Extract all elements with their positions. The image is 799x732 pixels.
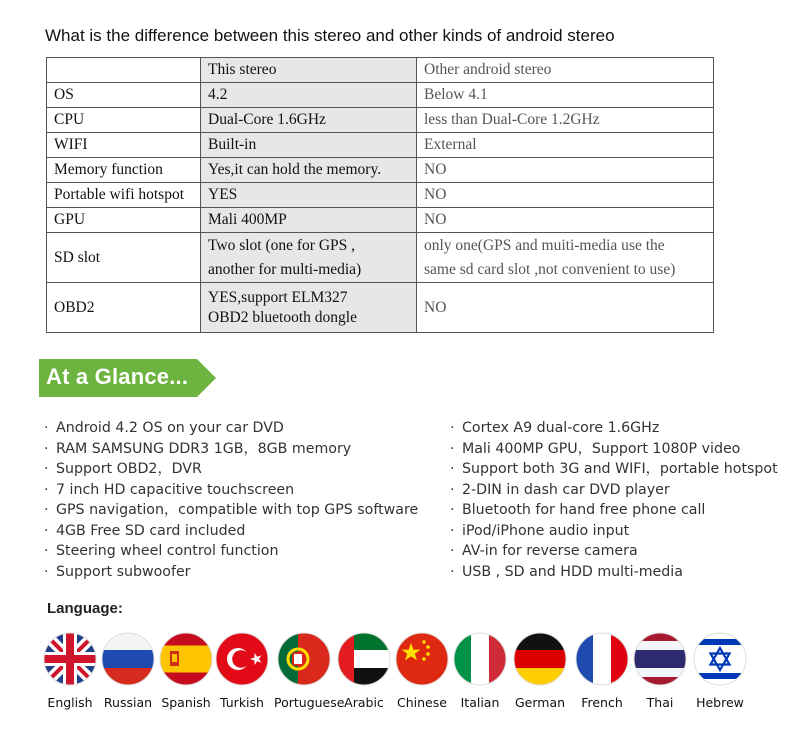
language-label: Spanish <box>161 695 211 710</box>
feature-cell: OBD2 <box>47 283 201 333</box>
language-item-chinese <box>392 632 452 710</box>
feature-text: 2-DIN in dash car DVD player <box>462 481 670 498</box>
other-stereo-cell: NO <box>417 283 714 333</box>
uae-flag-icon <box>337 632 391 686</box>
bullet-glyph: · <box>450 420 455 436</box>
this-stereo-cell: 4.2 <box>201 83 417 108</box>
other-stereo-cell: NO <box>417 158 714 183</box>
this-stereo-cell: Yes,it can hold the memory. <box>201 158 417 183</box>
table-row <box>47 208 714 233</box>
table-row <box>47 108 714 133</box>
language-item-russian <box>98 632 158 710</box>
feature-item <box>450 500 778 521</box>
feature-text: GPS navigation，compatible with top GPS software <box>56 502 419 518</box>
this-stereo-cell: Built-in <box>201 133 417 158</box>
feature-text: Support both 3G and WIFI，portable hotspot <box>462 461 778 477</box>
feature-text: USB , SD and HDD multi-media <box>462 563 683 580</box>
this-stereo-cell: YES <box>201 183 417 208</box>
cell-line: same sd card slot ,not convenient to use) <box>424 260 676 278</box>
header-cell: Other android stereo <box>417 58 714 83</box>
this-stereo-cell: Mali 400MP <box>201 208 417 233</box>
language-item-english <box>40 632 100 710</box>
bullet-glyph: · <box>450 502 455 518</box>
russia-flag-icon <box>101 632 155 686</box>
israel-flag-icon <box>693 632 747 686</box>
language-item-spanish <box>156 632 216 710</box>
language-flags <box>0 632 799 732</box>
bullet-glyph: · <box>44 420 49 436</box>
table-row <box>47 183 714 208</box>
feature-cell: OS <box>47 83 201 108</box>
feature-text: 4GB Free SD card included <box>56 522 246 539</box>
other-stereo-cell: less than Dual-Core 1.2GHz <box>417 108 714 133</box>
language-item-turkish <box>212 632 272 710</box>
language-label: Portuguese <box>274 695 345 710</box>
language-item-thai <box>630 632 690 710</box>
feature-item <box>450 480 778 501</box>
table-header-row <box>47 58 714 83</box>
feature-text: AV-in for reverse camera <box>462 543 638 559</box>
feature-item <box>44 418 418 439</box>
feature-item <box>450 541 778 562</box>
bullet-glyph: · <box>44 461 49 477</box>
language-item-french <box>572 632 632 710</box>
feature-item <box>450 562 778 583</box>
language-item-portuguese <box>274 632 345 710</box>
bullet-glyph: · <box>44 440 49 457</box>
bullet-glyph: · <box>44 481 49 498</box>
table-row <box>47 283 714 333</box>
feature-item <box>450 418 778 439</box>
turkey-flag-icon <box>215 632 269 686</box>
feature-item <box>44 459 418 480</box>
this-stereo-cell: Dual-Core 1.6GHz <box>201 108 417 133</box>
language-label: Turkish <box>220 695 264 710</box>
other-stereo-cell: NO <box>417 208 714 233</box>
language-label: German <box>514 695 566 710</box>
bullet-glyph: · <box>450 440 455 457</box>
feature-cell: Memory function <box>47 158 201 183</box>
language-label: Arabic <box>344 695 384 710</box>
feature-cell: WIFI <box>47 133 201 158</box>
germany-flag-icon <box>513 632 567 686</box>
other-stereo-cell <box>417 233 714 283</box>
language-label: French <box>581 695 623 710</box>
bullet-glyph: · <box>44 502 49 518</box>
bullet-glyph: · <box>450 522 455 539</box>
feature-item <box>44 562 418 583</box>
header-cell <box>47 58 201 83</box>
feature-text: RAM SAMSUNG DDR3 1GB，8GB memory <box>56 440 352 457</box>
thailand-flag-icon <box>633 632 687 686</box>
bullet-glyph: · <box>450 563 455 580</box>
table-row <box>47 83 714 108</box>
language-item-german <box>510 632 570 710</box>
feature-item <box>44 541 418 562</box>
feature-item <box>450 439 778 460</box>
cell-line: another for multi-media) <box>208 260 362 278</box>
feature-text: Android 4.2 OS on your car DVD <box>56 420 284 436</box>
cell-line: OBD2 bluetooth dongle <box>208 308 357 326</box>
features-list-left <box>44 418 418 582</box>
other-stereo-cell: Below 4.1 <box>417 83 714 108</box>
bullet-glyph: · <box>44 522 49 539</box>
header-cell: This stereo <box>201 58 417 83</box>
cell-line: YES,support ELM327 <box>208 288 348 306</box>
page-heading: What is the difference between this stereo and other kinds of android stereo <box>45 26 615 45</box>
feature-item <box>44 480 418 501</box>
language-item-hebrew <box>690 632 750 710</box>
other-stereo-cell: External <box>417 133 714 158</box>
at-a-glance-banner <box>39 359 216 397</box>
comparison-table <box>46 57 714 333</box>
cell-line: Two slot (one for GPS , <box>208 236 356 254</box>
language-label: English <box>47 695 93 710</box>
table-row <box>47 233 714 283</box>
bullet-glyph: · <box>44 563 49 580</box>
language-label: Thai <box>646 695 674 710</box>
language-item-arabic <box>334 632 394 710</box>
language-item-italian <box>450 632 510 710</box>
table-row <box>47 158 714 183</box>
feature-text: iPod/iPhone audio input <box>462 522 630 539</box>
this-stereo-cell <box>201 233 417 283</box>
language-label: Hebrew <box>696 695 744 710</box>
feature-item <box>44 500 418 521</box>
feature-cell: Portable wifi hotspot <box>47 183 201 208</box>
uk-flag-icon <box>43 632 97 686</box>
feature-text: Cortex A9 dual-core 1.6GHz <box>462 420 660 436</box>
feature-text: Mali 400MP GPU，Support 1080P video <box>462 440 741 457</box>
feature-text: Bluetooth for hand free phone call <box>462 502 706 518</box>
spain-flag-icon <box>159 632 213 686</box>
language-title: Language: <box>47 600 123 617</box>
banner-title: At a Glance... <box>46 364 189 389</box>
table-row <box>47 133 714 158</box>
france-flag-icon <box>575 632 629 686</box>
this-stereo-cell <box>201 283 417 333</box>
feature-cell: GPU <box>47 208 201 233</box>
features-list-right <box>450 418 778 582</box>
portugal-flag-icon <box>277 632 331 686</box>
feature-item <box>44 521 418 542</box>
language-label: Italian <box>460 695 500 710</box>
china-flag-icon <box>395 632 449 686</box>
feature-text: Support subwoofer <box>56 563 191 580</box>
bullet-glyph: · <box>450 461 455 477</box>
feature-text: 7 inch HD capacitive touchscreen <box>56 481 295 498</box>
feature-cell: CPU <box>47 108 201 133</box>
feature-cell: SD slot <box>47 233 201 283</box>
bullet-glyph: · <box>450 543 455 559</box>
language-label: Chinese <box>397 695 447 710</box>
cell-line: only one(GPS and muiti-media use the <box>424 236 665 254</box>
language-label: Russian <box>103 695 153 710</box>
bullet-glyph: · <box>450 481 455 498</box>
feature-text: Support OBD2，DVR <box>56 461 202 477</box>
feature-item <box>450 521 778 542</box>
other-stereo-cell: NO <box>417 183 714 208</box>
feature-item <box>44 439 418 460</box>
bullet-glyph: · <box>44 543 49 559</box>
feature-text: Steering wheel control function <box>56 543 279 559</box>
italy-flag-icon <box>453 632 507 686</box>
feature-item <box>450 459 778 480</box>
